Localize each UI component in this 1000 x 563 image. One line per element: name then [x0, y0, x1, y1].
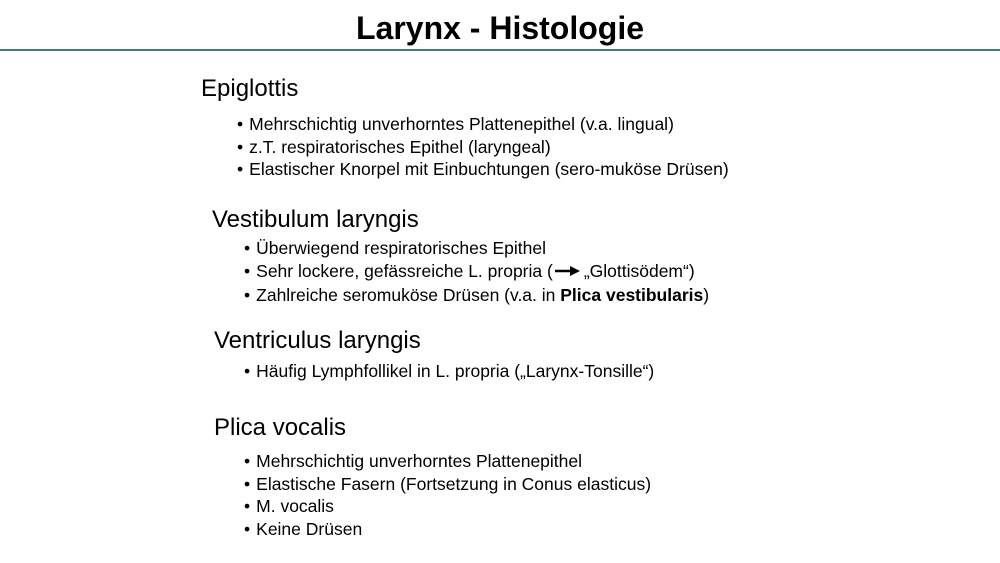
- list-item: [244, 360, 654, 383]
- list-item: [244, 260, 709, 285]
- bullet-list: [237, 113, 729, 181]
- section-heading: Epiglottis: [201, 75, 299, 102]
- bullet-icon: •: [244, 260, 251, 281]
- section-epiglottis: [201, 75, 729, 181]
- bullet-list: [244, 237, 709, 307]
- list-item: [244, 237, 709, 260]
- section-heading: Plica vocalis: [214, 414, 347, 441]
- section-vestibulum-laryngis: [212, 206, 709, 307]
- bullet-icon: •: [244, 361, 251, 381]
- list-item-text: Keine Drüsen: [256, 518, 363, 539]
- bullet-icon: •: [237, 136, 244, 157]
- bullet-icon: •: [244, 473, 251, 494]
- section-plica-vocalis: [214, 414, 651, 540]
- section-heading: Vestibulum laryngis: [212, 206, 419, 233]
- bullet-icon: •: [237, 159, 244, 180]
- list-item-text: z.T. respiratorisches Epithel (laryngeal): [249, 136, 551, 157]
- bullet-icon: •: [244, 238, 251, 258]
- slide-title: Larynx - Histologie: [355, 10, 645, 46]
- list-item-text: M. vocalis: [256, 496, 334, 517]
- list-item: [244, 518, 651, 541]
- title-divider: [0, 49, 1000, 51]
- list-item-text: Elastische Fasern (Fortsetzung in Conus elasticus): [256, 473, 652, 494]
- list-item-text: Mehrschichtig unverhorntes Plattenepithel: [256, 451, 583, 471]
- list-item: [244, 450, 651, 473]
- list-item-text: Mehrschichtig unverhorntes Plattenepithel (v.a. lingual): [249, 114, 674, 134]
- bullet-icon: •: [244, 496, 251, 517]
- section-ventriculus-laryngis: [214, 327, 654, 383]
- list-item-bold-term: Plica vestibularis: [560, 285, 704, 306]
- list-item-text-after-arrow: „Glottisödem“): [583, 260, 695, 281]
- right-arrow-icon: [555, 260, 581, 283]
- list-item-text-before-arrow: Sehr lockere, gefässreiche L. propria (: [256, 260, 553, 281]
- list-item: [237, 113, 729, 136]
- list-item: [244, 284, 709, 307]
- list-item-text: Elastischer Knorpel mit Einbuchtungen (sero-muköse Drüsen): [249, 159, 729, 180]
- list-item: [244, 495, 651, 518]
- section-heading: Ventriculus laryngis: [214, 327, 421, 354]
- bullet-icon: •: [244, 285, 251, 306]
- bullet-icon: •: [244, 518, 251, 539]
- list-item: [244, 473, 651, 496]
- list-item-text-after-bold: ): [703, 285, 710, 306]
- list-item-text: Häufig Lymphfollikel in L. propria („Larynx-Tonsille“): [256, 361, 655, 381]
- list-item-text-before-bold: Zahlreiche seromuköse Drüsen (v.a. in: [256, 285, 561, 306]
- list-item: [237, 158, 729, 181]
- list-item: [237, 136, 729, 159]
- bullet-icon: •: [237, 114, 244, 134]
- list-item-text: Überwiegend respiratorisches Epithel: [256, 238, 547, 258]
- bullet-list: [244, 360, 654, 383]
- bullet-icon: •: [244, 451, 251, 471]
- bullet-list: [244, 450, 651, 540]
